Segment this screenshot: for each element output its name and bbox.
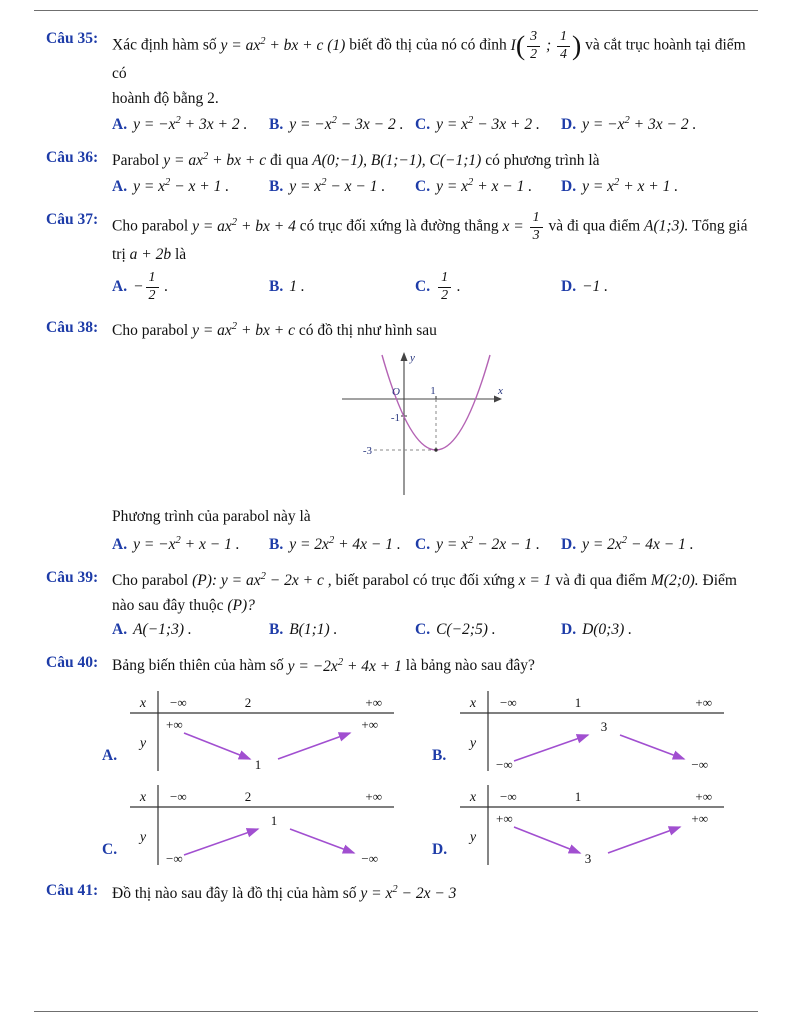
question-39: [46, 569, 758, 640]
option-d: [561, 115, 758, 134]
option-d: [561, 621, 758, 639]
x-value-left: −∞: [500, 695, 517, 711]
option-a: [112, 177, 269, 196]
option-text: $y = 2x^2 - 4x - 1$ .: [582, 534, 694, 553]
question-38: [46, 319, 758, 554]
y-tick-label-minus3: -3: [362, 445, 372, 458]
math-vertex: I( $\frac{3}{2}$ ; $\frac{1}{4}$ ): [510, 29, 582, 62]
option-b: [269, 534, 415, 553]
y-value-left: −∞: [496, 757, 513, 773]
option-letter: D.: [561, 621, 577, 639]
text-segment: là: [175, 246, 187, 264]
y-value-left: +∞: [166, 717, 183, 733]
option-c: [415, 534, 561, 553]
math-points: A(0;−1), B(1;−1), C(−1;1): [312, 152, 482, 170]
option-text: $y = x^2 - 3x + 2$ .: [436, 114, 540, 134]
math-function: $y = ax^2$ + bx + c (1): [220, 35, 346, 54]
option-c: [415, 177, 561, 196]
x-value-mid: 1: [574, 695, 582, 711]
y-value-right: −∞: [361, 851, 378, 867]
option-letter: B.: [269, 535, 284, 553]
option-letter: B.: [269, 278, 284, 296]
option-letter: B.: [269, 178, 284, 196]
math-parabola-name: (P)?: [227, 596, 255, 614]
text-segment: Xác định hàm số: [112, 36, 217, 54]
text-segment: Điểm: [702, 571, 737, 589]
variation-table-a: [128, 689, 396, 773]
option-b: [269, 177, 415, 196]
question-41: [46, 882, 758, 907]
x-value-right: +∞: [695, 789, 712, 805]
option-text: $y = -x^2 + 3x - 2$ .: [582, 114, 697, 134]
math-axis: x = $\frac{1}{3}$: [503, 218, 545, 235]
option-letter: C.: [102, 841, 118, 859]
option-text: $y = x^2 - x - 1$ .: [289, 176, 386, 196]
x-value-mid: 1: [574, 789, 582, 805]
page-border-bottom: [34, 1011, 758, 1012]
text-segment: có phương trình là: [485, 152, 600, 170]
question-37-number: Câu 37:: [46, 211, 99, 229]
math-function: (P): $y = ax^2 - 2x + c$ ,: [192, 570, 332, 589]
y-value-right: −∞: [691, 757, 708, 773]
text-segment: Bảng biến thiên của hàm số: [112, 657, 284, 675]
vertex-dot: [434, 449, 437, 452]
question-36-stem: [46, 149, 758, 174]
option-letter: D.: [561, 535, 577, 553]
option-letter: C.: [415, 116, 431, 134]
option-b: [269, 278, 415, 296]
question-40-number: Câu 40:: [46, 654, 99, 672]
option-c: [415, 115, 561, 134]
variation-table-d: [458, 783, 726, 867]
question-38-number: Câu 38:: [46, 318, 99, 336]
math-function: $y = -2x^2 + 4x + 1$: [287, 656, 402, 675]
y-value-left: −∞: [166, 851, 183, 867]
question-38-text: [112, 319, 758, 344]
option-text: $y = x^2 + x + 1$ .: [582, 176, 679, 196]
question-41-number: Câu 41:: [46, 882, 99, 900]
question-36: [46, 149, 758, 196]
x-value-right: +∞: [365, 695, 382, 711]
option-letter: D.: [561, 178, 577, 196]
row-label-y: y: [139, 830, 147, 846]
option-text: $y = x^2 - x + 1$ .: [133, 176, 230, 196]
question-39-number: Câu 39:: [46, 568, 99, 586]
math-function: $y = ax^2$ + bx + c: [192, 320, 295, 339]
y-value-left: +∞: [496, 811, 513, 827]
y-value-right: +∞: [361, 717, 378, 733]
text-segment: Cho parabol: [112, 217, 189, 235]
option-b: [269, 115, 415, 134]
option-letter: B.: [432, 747, 447, 765]
variation-arrow-down: [620, 735, 684, 759]
variation-table-option-b: [432, 689, 762, 773]
option-letter: B.: [269, 621, 284, 639]
question-40-stem: [46, 654, 758, 679]
row-label-y: y: [469, 736, 477, 752]
y-value-mid: 3: [600, 719, 608, 735]
variation-arrow-up: [514, 735, 588, 761]
y-value-mid: 1: [254, 757, 262, 773]
question-36-text: [112, 149, 758, 174]
page-border-top: [34, 10, 758, 11]
variation-table-option-a: [102, 689, 432, 773]
option-d: [561, 177, 758, 196]
option-letter: A.: [112, 277, 128, 295]
variation-table-b: [458, 689, 726, 773]
question-40-text: [112, 654, 758, 679]
text-segment: đi qua: [270, 152, 309, 170]
x-value-right: +∞: [695, 695, 712, 711]
variation-table-option-c: [102, 783, 432, 867]
option-letter: A.: [112, 116, 128, 134]
option-letter: A.: [102, 747, 118, 765]
option-d: [561, 278, 758, 296]
origin-label: O: [392, 386, 400, 399]
text-segment: trị: [112, 246, 126, 264]
option-letter: D.: [561, 278, 577, 296]
parabola-figure-wrap: [326, 347, 758, 504]
question-41-text: [112, 882, 758, 907]
y-axis-label: y: [410, 352, 415, 365]
option-a: [112, 115, 269, 134]
question-35-text: [112, 30, 758, 112]
option-letter: D.: [561, 116, 577, 134]
x-value-left: −∞: [170, 695, 187, 711]
row-label-x: x: [469, 790, 477, 806]
option-text: C(−2;5) .: [436, 621, 496, 639]
text-segment: và đi qua điểm: [548, 217, 641, 235]
option-text: 1 .: [289, 278, 305, 296]
parabola-figure: [326, 347, 516, 499]
page-content: [46, 30, 758, 922]
option-text: $y = -x^2 - 3x - 2$ .: [289, 114, 404, 134]
math-expression: a + 2b: [129, 246, 172, 264]
question-38-stem: [46, 319, 758, 344]
text-segment: là bảng nào sau đây?: [405, 657, 535, 675]
variation-arrow-down: [514, 827, 580, 853]
question-37-stem: [46, 211, 758, 268]
x-axis-label: x: [498, 385, 503, 398]
math-function: $y = x^2 - 2x - 3$: [360, 884, 457, 903]
question-37-options: [112, 271, 758, 303]
text-segment: có đồ thị như hình sau: [298, 321, 437, 339]
option-a: [112, 271, 269, 303]
option-a: [112, 621, 269, 639]
row-label-y: y: [469, 830, 477, 846]
question-35-number: Câu 35:: [46, 30, 99, 47]
option-text: − $\frac{1}{2}$ .: [133, 270, 169, 303]
row-label-y: y: [139, 736, 147, 752]
question-38-options: [112, 534, 758, 553]
option-text: $y = x^2 + x - 1$ .: [436, 176, 533, 196]
question-35-stem: [46, 30, 758, 112]
option-c: [415, 621, 561, 639]
variation-arrow-up: [608, 827, 680, 853]
question-40: [46, 654, 758, 867]
x-value-right: +∞: [365, 789, 382, 805]
variation-arrow-down: [290, 829, 354, 853]
option-text: −1 .: [582, 278, 609, 296]
text-segment: và cắt trục hoành tại điểm có: [112, 36, 746, 83]
option-letter: A.: [112, 178, 128, 196]
text-segment: Tổng giá: [691, 217, 748, 235]
option-letter: C.: [415, 277, 431, 295]
math-axis: x = 1: [518, 571, 552, 589]
math-point: M(2;0).: [650, 571, 699, 589]
option-c: [415, 271, 561, 303]
y-value-right: +∞: [691, 811, 708, 827]
text-segment: có trục đối xứng là đường thẳng: [299, 217, 499, 235]
variation-tables-grid: [102, 689, 758, 867]
question-39-options: [112, 621, 758, 639]
option-text: A(−1;3) .: [133, 621, 192, 639]
text-segment: Đồ thị nào sau đây là đồ thị của hàm số: [112, 885, 357, 903]
y-tick-label-minus1: -1: [390, 412, 400, 425]
option-letter: C.: [415, 535, 431, 553]
math-function: $y = ax^2$ + bx + 4: [192, 216, 296, 235]
option-text: B(1;1) .: [289, 621, 338, 639]
variation-table-option-d: [432, 783, 762, 867]
option-letter: A.: [112, 621, 128, 639]
question-37: [46, 211, 758, 303]
text-segment: nào sau đây thuộc: [112, 596, 224, 614]
question-41-stem: [46, 882, 758, 907]
text-segment: Cho parabol: [112, 321, 189, 339]
row-label-x: x: [139, 790, 147, 806]
option-a: [112, 534, 269, 553]
text-segment: và đi qua điểm: [555, 571, 648, 589]
math-function: $y = ax^2$ + bx + c: [163, 151, 267, 170]
text-segment: Cho parabol: [112, 571, 189, 589]
option-letter: C.: [415, 178, 431, 196]
option-text: $y = -x^2 + 3x + 2$ .: [133, 114, 248, 134]
question-35: [46, 30, 758, 134]
variation-arrow-down: [184, 733, 250, 759]
option-text: $y = 2x^2 + 4x - 1$ .: [289, 534, 401, 553]
question-39-text: [112, 569, 758, 619]
x-value-left: −∞: [500, 789, 517, 805]
row-label-x: x: [469, 696, 477, 712]
option-letter: B.: [269, 116, 284, 134]
question-35-options: [112, 115, 758, 134]
option-letter: A.: [112, 535, 128, 553]
variation-arrow-up: [184, 829, 258, 855]
text-segment: biết parabol có trục đối xứng: [335, 571, 515, 589]
question-39-stem: [46, 569, 758, 619]
y-value-mid: 1: [270, 813, 278, 829]
option-text: $\frac{1}{2}$ .: [436, 278, 461, 295]
row-label-x: x: [139, 696, 147, 712]
option-text: $y = -x^2 + x - 1$ .: [133, 534, 240, 553]
variation-table-c: [128, 783, 396, 867]
x-value-mid: 2: [244, 695, 252, 711]
text-segment: biết đồ thị của nó có đỉnh: [349, 36, 507, 54]
x-tick-label-1: 1: [430, 385, 436, 398]
option-text: $y = x^2 - 2x - 1$ .: [436, 534, 540, 553]
x-value-mid: 2: [244, 789, 252, 805]
question-37-text: [112, 211, 758, 268]
math-point: A(1;3).: [644, 217, 689, 235]
option-d: [561, 534, 758, 553]
text-segment: hoành độ bằng 2.: [112, 90, 219, 108]
x-value-left: −∞: [170, 789, 187, 805]
question-36-number: Câu 36:: [46, 149, 99, 167]
option-text: D(0;3) .: [582, 621, 633, 639]
y-value-mid: 3: [584, 851, 592, 867]
variation-arrow-up: [278, 733, 350, 759]
y-axis-arrow: [401, 352, 408, 361]
text-segment: Parabol: [112, 152, 160, 170]
option-letter: C.: [415, 621, 431, 639]
question-36-options: [112, 177, 758, 196]
option-letter: D.: [432, 841, 448, 859]
option-b: [269, 621, 415, 639]
question-38-caption: Phương trình của parabol này là: [112, 508, 311, 526]
